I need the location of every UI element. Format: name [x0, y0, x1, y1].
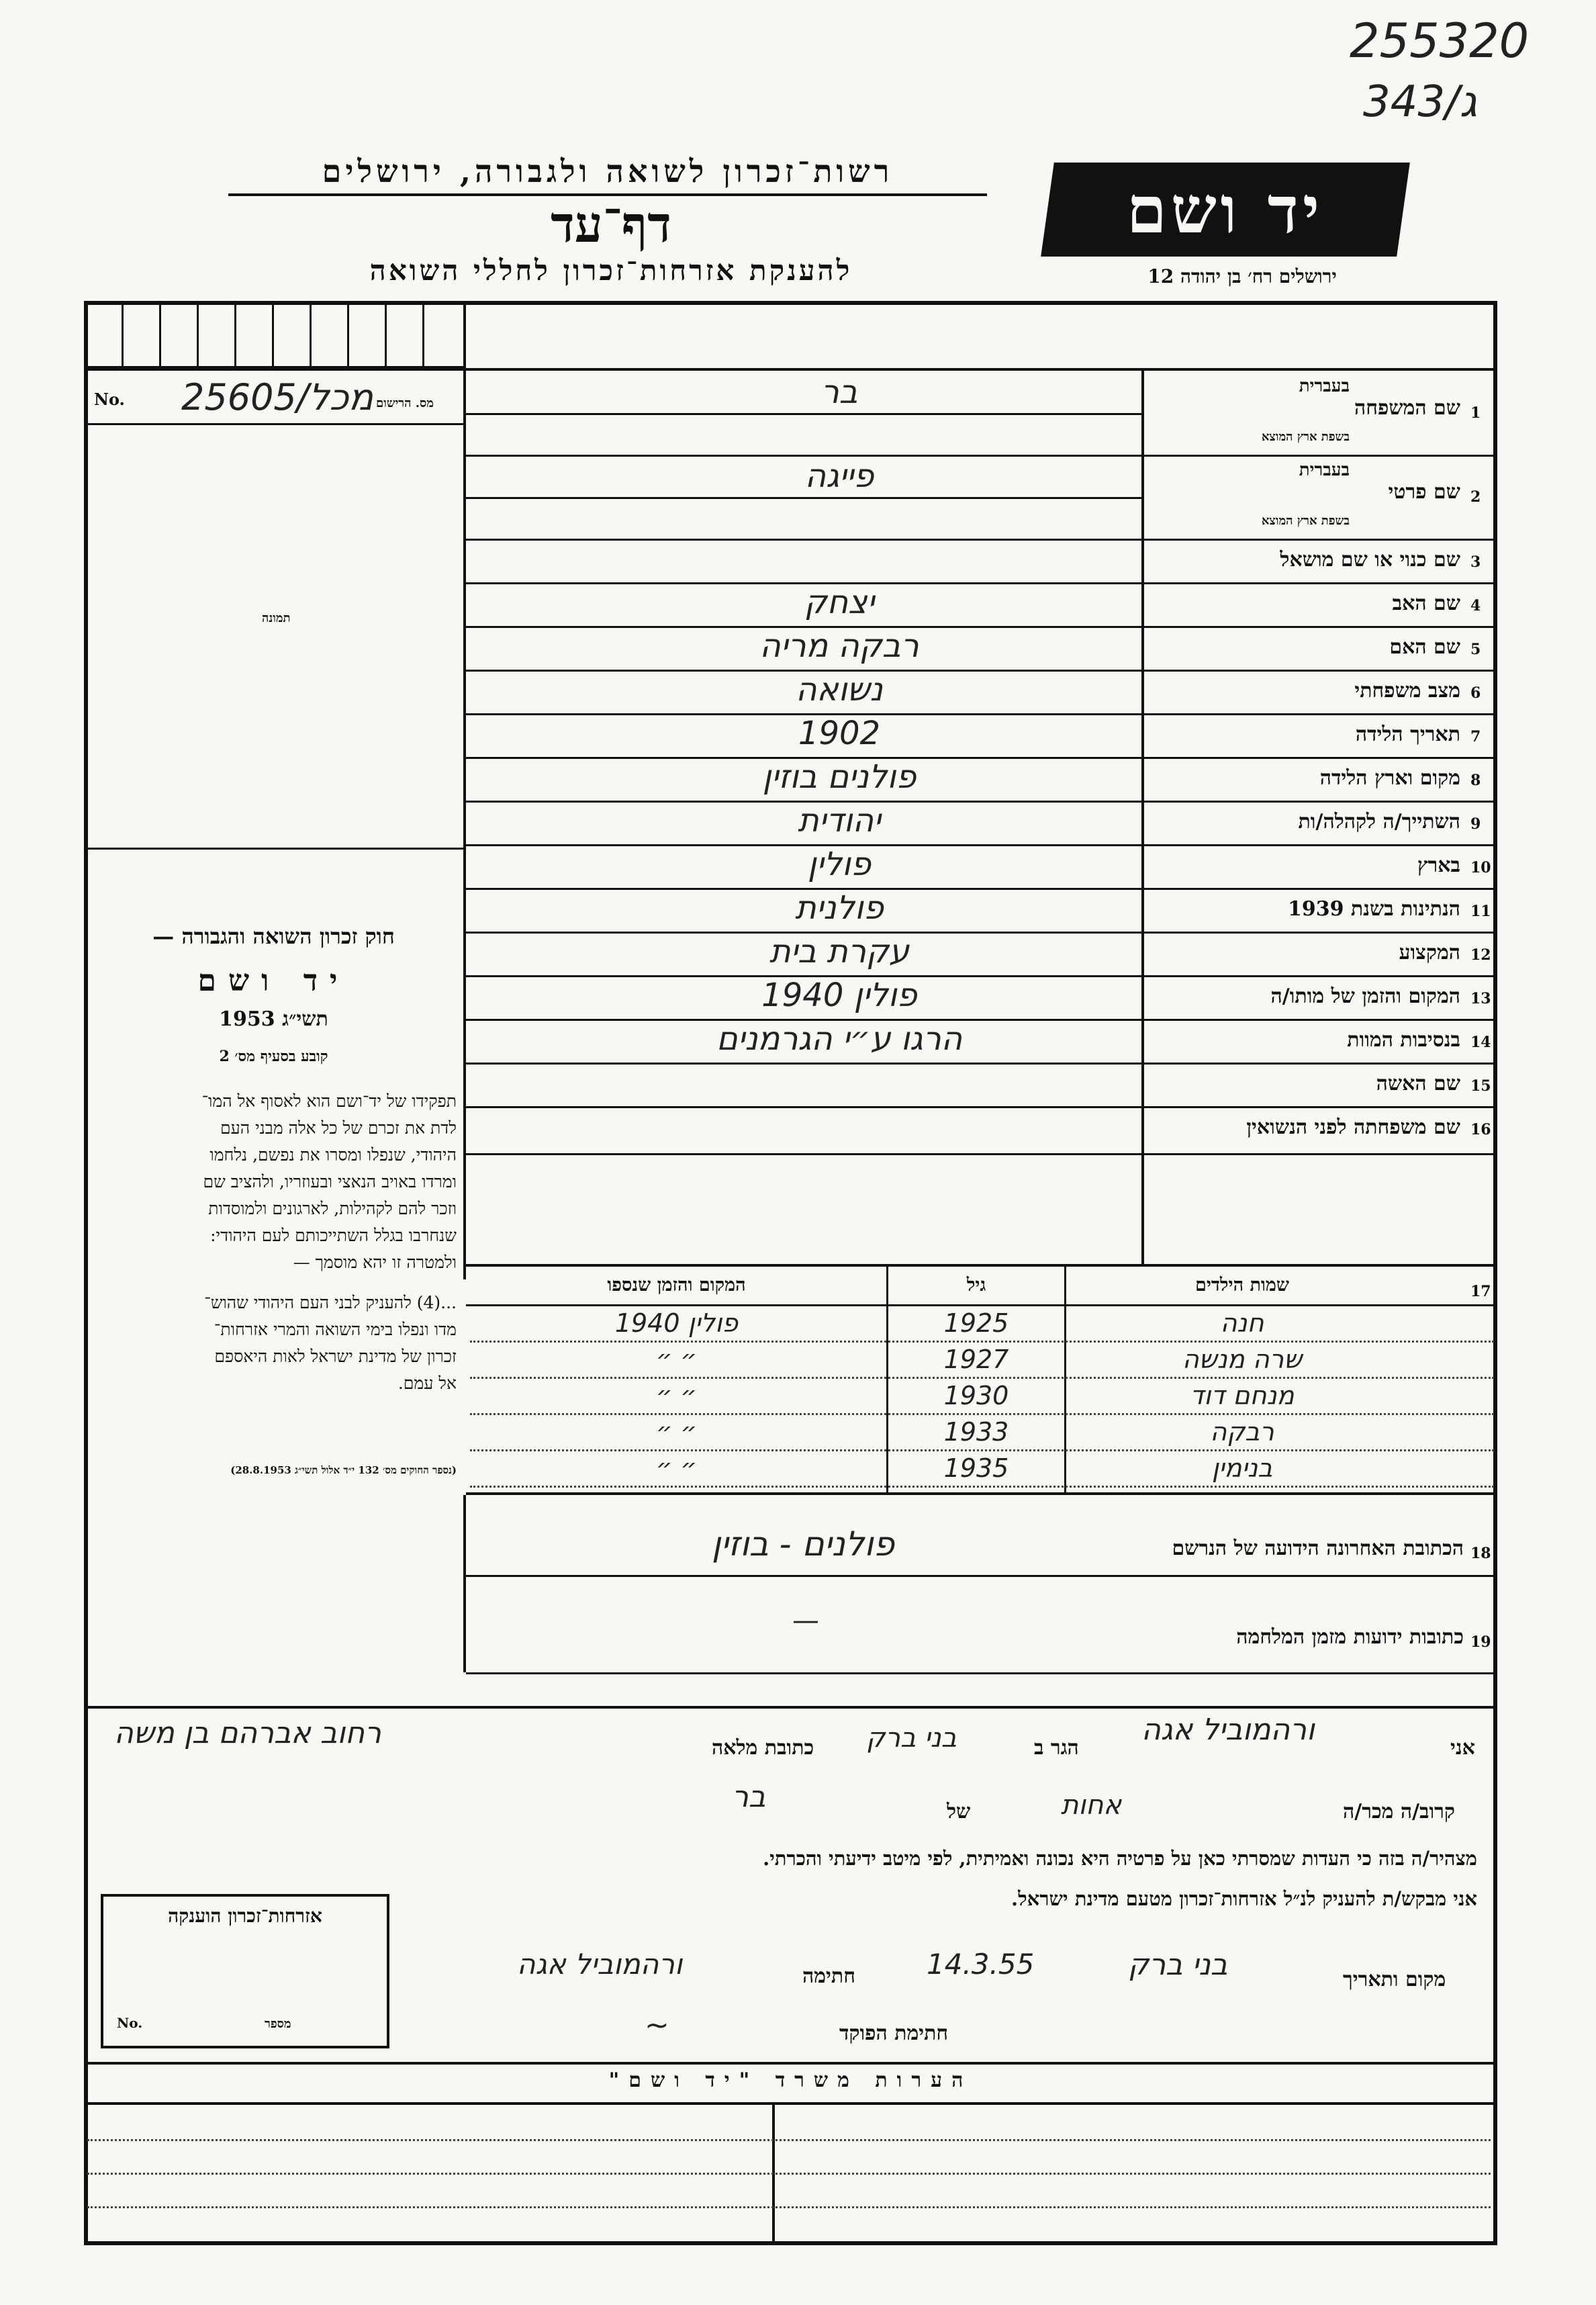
- decl-place-value: בני ברק: [1128, 1948, 1228, 1982]
- decl-ani: אני: [1450, 1736, 1475, 1760]
- field-value-11: פולנית: [795, 889, 884, 927]
- law-text-line: שנחרבו בגלל השתייכותם לעם היהודי:: [210, 1226, 457, 1245]
- comb-divider: [347, 301, 349, 368]
- field-number-8: 8: [1470, 772, 1481, 789]
- field-19-value: —: [792, 1605, 819, 1636]
- child-birth-year: 1927: [943, 1345, 1009, 1374]
- stamp-no-label: No.: [117, 2015, 143, 2031]
- field-number-5: 5: [1470, 641, 1481, 658]
- field-number-18: 18: [1470, 1545, 1491, 1562]
- child-name: שרה מנשה: [1182, 1345, 1303, 1374]
- field-number-16: 16: [1470, 1121, 1491, 1138]
- child-place-time: ״ ״: [655, 1453, 698, 1483]
- field-number-17: 17: [1470, 1283, 1491, 1300]
- field-value-14: הרגו ע״י הגרמנים: [716, 1020, 963, 1058]
- field-value-4: יצחק: [804, 584, 875, 621]
- child-name: חנה: [1220, 1308, 1264, 1338]
- decl-address-value: רחוב אברהם בן משה: [114, 1716, 381, 1750]
- field-number-11: 11: [1470, 903, 1491, 920]
- field-number-14: 14: [1470, 1034, 1491, 1051]
- field-value-8: פולנים בוזין: [762, 758, 917, 796]
- children-age-header: גיל: [966, 1275, 986, 1296]
- form-subtitle: להענקת אזרחות־זכרון לחללי השואה: [369, 254, 853, 287]
- field-number-9: 9: [1470, 815, 1481, 833]
- law-clause: קובע בסעיף מס׳ 2: [219, 1048, 328, 1065]
- field-18-label: הכתובת האחרונה הידועה של הנרשם: [1172, 1537, 1464, 1560]
- stamp-title: אזרחות־זכרון הוענקה: [168, 1905, 322, 1927]
- comb-divider: [310, 301, 312, 368]
- field-label-10: בארץ: [1417, 854, 1460, 877]
- field-label-1: שם המשפחה: [1354, 396, 1460, 420]
- photo-label: תמונה: [262, 611, 291, 625]
- decl-date-value: 14.3.55: [927, 1948, 1035, 1981]
- field-sub-origin-2: בשפת ארץ המוצא: [1261, 514, 1350, 528]
- child-birth-year: 1933: [943, 1417, 1009, 1447]
- child-place-time: פולין 1940: [614, 1308, 739, 1338]
- decl-declarant: ורהמוביל אגה: [1141, 1713, 1315, 1747]
- field-number-6: 6: [1470, 684, 1481, 702]
- registration-label: מס. הרישום: [376, 396, 434, 410]
- law-title: חוק זכרון השואה והגבורה —: [152, 923, 395, 949]
- officer-signature-mark: ~: [645, 2008, 669, 2042]
- field-label-11: הנתינות בשנת 1939: [1287, 897, 1460, 921]
- logo-text: יד ושם: [1127, 171, 1324, 248]
- decl-signature-label: חתימה: [802, 1964, 855, 1988]
- field-label-13: המקום והזמן של מותו/ה: [1270, 985, 1460, 1008]
- field-number-15: 15: [1470, 1077, 1491, 1095]
- decl-of-value: בר: [732, 1780, 766, 1814]
- child-row-line: [470, 1377, 1494, 1379]
- comb-divider: [159, 301, 161, 368]
- field-label-16: שם משפחתה לפני הנשואין: [1246, 1116, 1460, 1139]
- field-value-6: נשואה: [796, 671, 883, 709]
- field-label-7: תאריך הלידה: [1355, 723, 1460, 746]
- decl-place-date-label: מקום ותאריך: [1343, 1968, 1446, 1991]
- field-value-5: רבקה מריה: [759, 627, 919, 665]
- decl-request: אני מבקש/ת להעניק לנ״ל אזרחות־זכרון מטעם מדינת ישראל.: [1011, 1887, 1477, 1910]
- field-number-12: 12: [1470, 946, 1491, 964]
- field-value-12: עקרת בית: [769, 933, 910, 970]
- comb-divider: [385, 301, 387, 368]
- field-number-4: 4: [1470, 597, 1481, 615]
- field-label-6: מצב משפחתי: [1354, 679, 1460, 703]
- comb-divider: [422, 301, 424, 368]
- registration-number: 25605/מכל: [181, 376, 373, 418]
- address: ירושלים רח׳ בן יהודה 12: [1147, 265, 1337, 287]
- decl-of-label: של: [947, 1800, 971, 1823]
- child-name: מנחם דוד: [1190, 1381, 1295, 1410]
- field-label-14: בנסיבות המוות: [1347, 1028, 1460, 1052]
- field-label-8: מקום וארץ הלידה: [1319, 766, 1460, 790]
- corner-number-1: 255320: [1350, 13, 1530, 69]
- decl-officer-label: חתימת הפוקד: [839, 2022, 949, 2045]
- law-year: תשי״ג 1953: [219, 1007, 328, 1031]
- corner-number-2: 343/ג: [1363, 77, 1478, 127]
- field-label-5: שם האם: [1389, 635, 1460, 659]
- yad-vashem-logo: [1041, 163, 1410, 257]
- child-birth-year: 1930: [943, 1381, 1009, 1410]
- child-birth-year: 1935: [943, 1453, 1009, 1483]
- field-number-19: 19: [1470, 1633, 1491, 1651]
- field-label-15: שם האשה: [1376, 1072, 1460, 1095]
- law-text-line: מדו ונפלו בימי השואה והמרי אזרחות־: [214, 1320, 457, 1339]
- field-sub-hebrew-1: בעברית: [1299, 376, 1350, 396]
- field-value-9: יהודית: [798, 802, 881, 840]
- law-reference: (נספר החוקים מס׳ 132 י״ד אלול תשי״ג 28.8.1953): [230, 1464, 457, 1476]
- law-text-line: זכרון של מדינת ישראל לאות היאספם: [214, 1347, 457, 1366]
- field-value-7: 1902: [798, 715, 881, 752]
- law-name: יד ושם: [197, 964, 350, 998]
- field-number-13: 13: [1470, 990, 1491, 1007]
- field-number-10: 10: [1470, 859, 1491, 876]
- form-title: דף־עד: [551, 196, 671, 254]
- field-sub-origin-1: בשפת ארץ המוצא: [1261, 430, 1350, 444]
- field-label-9: השתייך/ה לקהלה/ות: [1298, 810, 1460, 833]
- field-number-1: 1: [1470, 404, 1481, 422]
- law-text-line: אל עמם.: [397, 1373, 457, 1393]
- comb-divider: [197, 301, 199, 368]
- field-sub-hebrew-2: בעברית: [1299, 460, 1350, 480]
- comb-divider: [272, 301, 274, 368]
- field-number-2: 2: [1470, 488, 1481, 506]
- institution-name: רשות־זכרון לשואה ולגבורה, ירושלים: [322, 153, 894, 189]
- no-label: No.: [94, 390, 125, 409]
- decl-resides-value: בני ברק: [866, 1723, 957, 1754]
- child-place-time: ״ ״: [655, 1345, 698, 1374]
- stamp-number-label: מספר: [265, 2017, 291, 2031]
- child-row-line: [470, 1449, 1494, 1451]
- field-label-3: שם כנוי או שם מושאל: [1280, 548, 1460, 572]
- law-text-line: ומרדו באויב הנאצי ובעוזריו, ולהציב שם: [203, 1172, 457, 1191]
- comb-divider: [122, 301, 124, 368]
- field-label-2: שם פרטי: [1388, 480, 1460, 504]
- law-text-line: תפקידו של יד־ושם הוא לאסוף אל המו־: [201, 1091, 457, 1111]
- child-place-time: ״ ״: [655, 1417, 698, 1447]
- law-text-line: ולמטרה זו יהא מוסמך —: [293, 1253, 457, 1272]
- decl-signature-value: ורהמוביל אגה: [517, 1948, 683, 1981]
- decl-resides-label: הגר ב: [1034, 1736, 1079, 1760]
- decl-relative-label: קרוב/ה מכר/ה: [1343, 1800, 1455, 1823]
- child-birth-year: 1925: [943, 1308, 1009, 1338]
- field-value-10: פולין: [807, 846, 872, 883]
- field-19-label: כתובות ידועות מזמן המלחמה: [1236, 1625, 1464, 1649]
- field-label-12: המקצוע: [1399, 941, 1460, 964]
- law-text-line: לדת את זכרם של כל אלה מבני העם: [220, 1118, 457, 1138]
- law-text: [94, 1088, 457, 1397]
- law-text-line: היהודי, שנפלו ומסרו את נפשם, נלחמו: [209, 1145, 457, 1165]
- children-place-header: המקום והזמן שנספו: [607, 1275, 746, 1296]
- law-text-line: ...(4) להעניק לבני העם היהודי שהוש־: [204, 1293, 457, 1312]
- field-label-4: שם האב: [1392, 592, 1460, 615]
- children-names-header: שמות הילדים: [1194, 1275, 1290, 1296]
- stamp-box: [101, 1894, 389, 2048]
- field-number-7: 7: [1470, 728, 1481, 745]
- child-row-line: [470, 1341, 1494, 1343]
- notes-title: הערות משרד "יד ושם": [608, 2069, 973, 2092]
- comb-divider: [234, 301, 236, 368]
- field-value-1: בר: [820, 373, 858, 411]
- field-value-13: פולין 1940: [761, 977, 917, 1014]
- child-row-line: [470, 1486, 1494, 1488]
- child-place-time: ״ ״: [655, 1381, 698, 1410]
- child-name: בנימין: [1211, 1453, 1273, 1483]
- field-value-2: פייגה: [804, 457, 874, 495]
- field-number-3: 3: [1470, 553, 1481, 571]
- child-name: רבקה: [1210, 1417, 1274, 1447]
- field-18-value: פולנים - בוזין: [712, 1525, 895, 1564]
- decl-relation-value: אחות: [1061, 1790, 1122, 1821]
- decl-address-label: כתובת מלאה: [712, 1736, 814, 1760]
- child-row-line: [470, 1413, 1494, 1415]
- decl-statement: מצהיר/ה בזה כי העדות שמסרתי כאן על פרטיה היא נכונה ואמיתית, לפי מיטב ידיעתי והכרתי.: [763, 1847, 1477, 1870]
- law-text-line: וזכר להם לקהילות, לארגונים ולמוסדות: [208, 1199, 457, 1218]
